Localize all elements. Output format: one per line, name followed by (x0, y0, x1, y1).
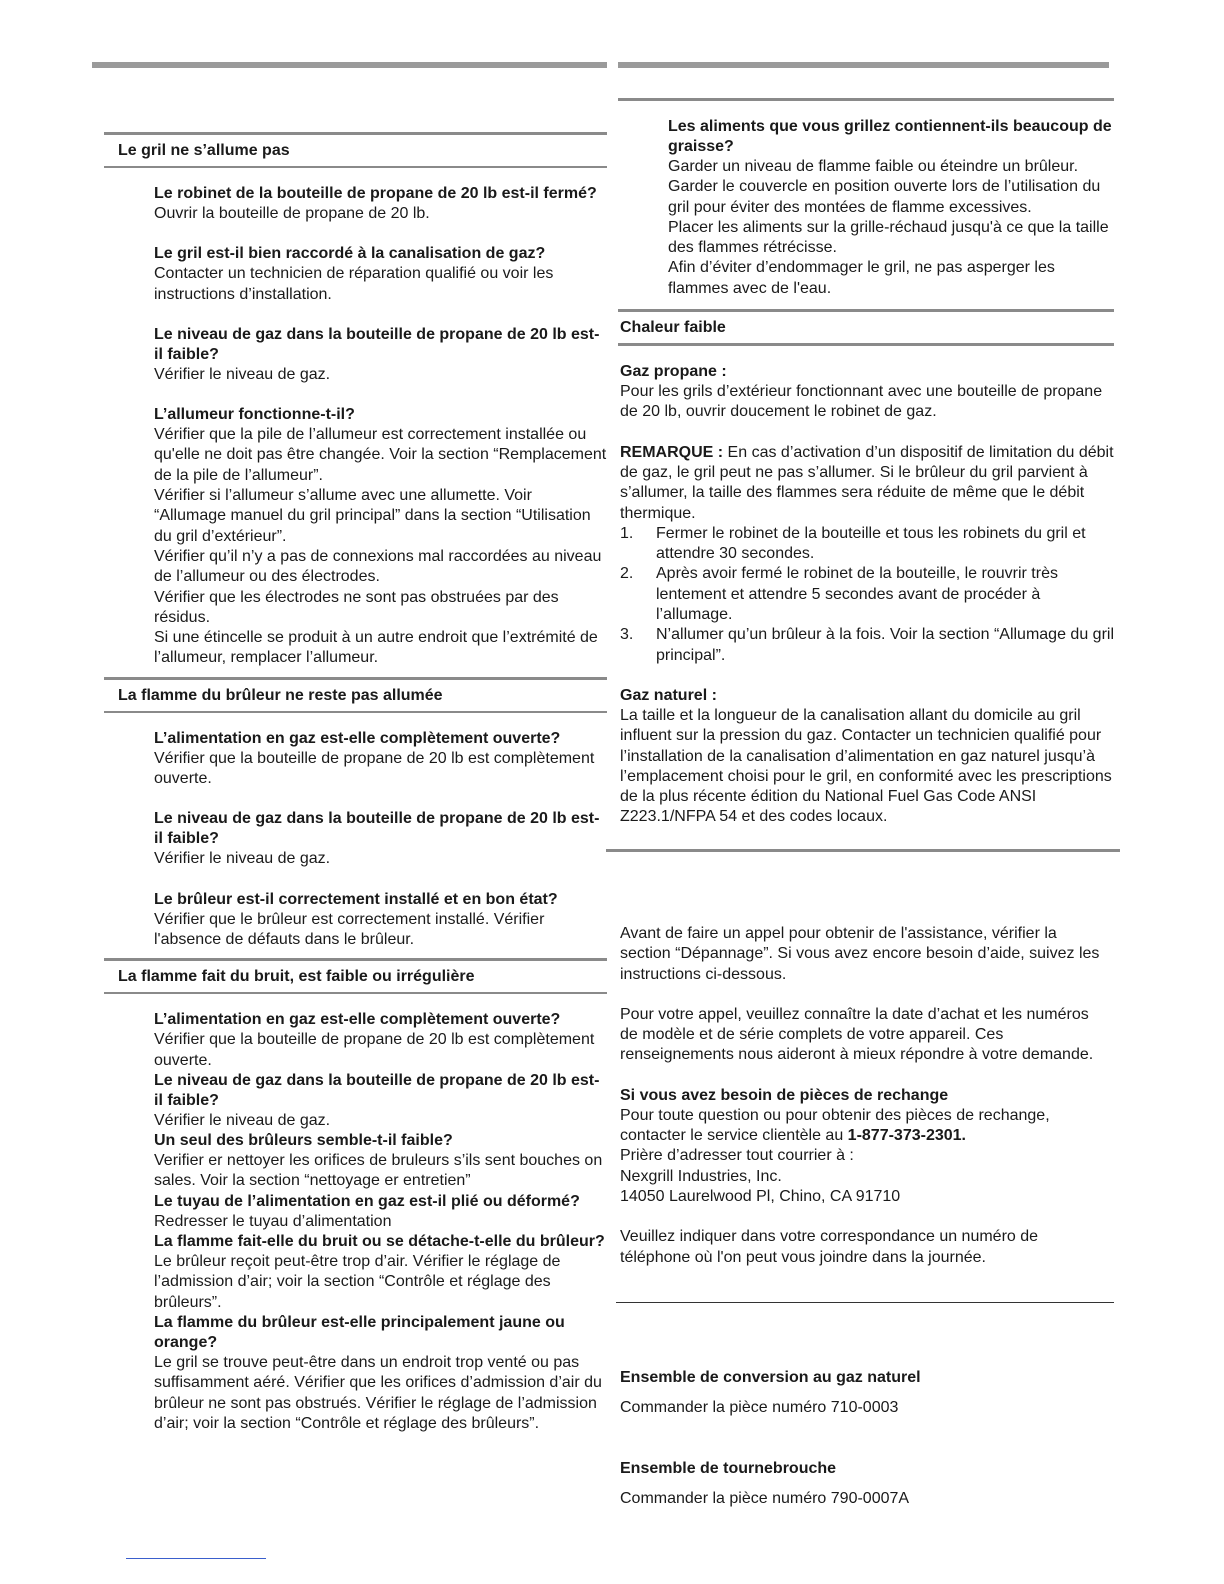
footer-link-line (126, 1558, 266, 1559)
note-text: En cas d’activation d’un dispositif de limitation du débit de gaz, le gril peut ne pas s’allumer. Si le brûleur du gril parvient à s’allumer, la taille des flammes sera réduite de même que le débit thermique. (620, 443, 1114, 522)
parts-text-body: Pour toute question ou pour obtenir des pièces de rechange, contacter le service clientèle au (620, 1106, 1050, 1145)
answer: Vérifier que la pile de l’allumeur est correctement installée ou qu'elle ne doit pas être changée. Voir la section “Remplacement de la pile de l’allumeur”. (154, 426, 607, 484)
note-label: REMARQUE : (620, 443, 724, 461)
low-heat-body (618, 346, 1114, 828)
answer: Verifier er nettoyer les orifices de bruleurs s’ils sent bouches on sales. Voir la section “nettoyage er entretien” (154, 1152, 603, 1190)
answer: Garder le couvercle en position ouverte lors de l’utilisation du gril pour éviter des montées de flamme excessives. (668, 178, 1101, 216)
step-number: 2. (620, 565, 634, 583)
section-body (104, 713, 607, 950)
question: La flamme du brûleur est-elle principalement jaune ou orange? (154, 1313, 565, 1351)
parts-text (620, 1106, 1110, 1147)
note (620, 443, 1114, 524)
top-bar-left (92, 62, 607, 68)
troubleshooting-left (104, 132, 607, 1434)
divider (606, 849, 1120, 852)
question: La flamme fait-elle du bruit ou se détache-t-elle du brûleur? (154, 1233, 605, 1251)
answer: Afin d’éviter d’endommager le gril, ne pas asperger les flammes avec de l'eau. (668, 259, 1055, 297)
question: Le tuyau de l’alimentation en gaz est-il plié ou déformé? (154, 1192, 580, 1210)
question: Les aliments que vous grillez contiennent-ils beaucoup de graisse? (668, 118, 1112, 155)
phone-number: 1-877-373-2301. (847, 1127, 966, 1145)
trouble-item (154, 1071, 607, 1131)
question: L’allumeur fonctionne-t-il? (154, 406, 355, 424)
answer: Vérifier que la bouteille de propane de 20 lb est complètement ouverte. (154, 1031, 595, 1069)
answer: Le gril se trouve peut-être dans un endroit trop venté ou pas suffisamment aéré. Vérifier que les orifices d’admission d’air du brûleur ne sont pas obstrués. Vérifier le réglage de l’admission d’air; voir la section “Contrôle et réglage des brûleurs”. (154, 1353, 602, 1432)
accessory-1 (620, 1368, 1110, 1418)
section-body (104, 994, 607, 1434)
answer: Vérifier le niveau de gaz. (154, 365, 331, 383)
assistance-p1: Avant de faire un appel pour obtenir de l'assistance, vérifier la section “Dépannage”. Si vous avez encore besoin d’aide, suivez les instructions ci-dessous. (620, 925, 1100, 983)
question: Le niveau de gaz dans la bouteille de propane de 20 lb est-il faible? (154, 1071, 600, 1109)
question: L’alimentation en gaz est-elle complètement ouverte? (154, 729, 561, 747)
step-item (620, 524, 1114, 565)
grease-item (618, 101, 1114, 299)
answer: Ouvrir la bouteille de propane de 20 lb. (154, 205, 430, 222)
step-item (620, 564, 1114, 625)
question: L’alimentation en gaz est-elle complètement ouverte? (154, 1011, 561, 1029)
question: Le niveau de gaz dans la bouteille de propane de 20 lb est-il faible? (154, 325, 600, 363)
trouble-item (154, 1192, 607, 1232)
step-number: 1. (620, 524, 634, 542)
natural-label: Gaz naturel : (620, 686, 717, 704)
assistance-block (620, 924, 1110, 1268)
address: 14050 Laurelwood Pl, Chino, CA 91710 (620, 1187, 901, 1205)
trouble-item (154, 405, 607, 669)
natural-text: La taille et la longueur de la canalisation allant du domicile au gril influent sur la pression du gaz. Contacter un technicien qualifié pour l’installation de la canalisation d’alimentation en gaz naturel jusqu’à l’emplacement choisi pour le gril, en conformité avec les prescriptions de la plus récente édition du National Fuel Gas Code ANSI Z223.1/NFPA 54 et des codes locaux. (620, 706, 1112, 826)
trouble-item (154, 244, 607, 305)
section-title: Le gril ne s’allume pas (118, 142, 290, 159)
accessory-text: Commander la pièce numéro 790-0007A (620, 1490, 910, 1507)
steps-list (620, 524, 1114, 666)
answer: Vérifier le niveau de gaz. (154, 1111, 331, 1129)
mail-intro: Prière d’adresser tout courrier à : (620, 1147, 854, 1165)
step-text: N’allumer qu’un brûleur à la fois. Voir la section “Allumage du gril principal”. (656, 626, 1114, 664)
question: Le robinet de la bouteille de propane de 20 lb est-il fermé? (154, 185, 597, 202)
trouble-item (154, 890, 607, 951)
propane-label: Gaz propane : (620, 363, 727, 381)
answer: Contacter un technicien de réparation qualifié ou voir les instructions d’installation. (154, 265, 554, 303)
section-body (104, 168, 607, 669)
step-number: 3. (620, 626, 634, 644)
section-title: La flamme du brûleur ne reste pas allumée (118, 686, 443, 704)
assistance-p2: Pour votre appel, veuillez connaître la date d’achat et les numéros de modèle et de série complets de votre appareil. Ces renseignements nous aideront à mieux répondre à votre demande. (620, 1005, 1094, 1064)
answer: Vérifier que les électrodes ne sont pas obstruées par des résidus. (154, 588, 559, 626)
answer: Vérifier si l’allumeur s’allume avec une allumette. Voir “Allumage manuel du gril principal” dans la section “Utilisation du gril d’extérieur”. (154, 487, 591, 545)
trouble-item (154, 1232, 607, 1313)
accessory-title: Ensemble de conversion au gaz naturel (620, 1369, 921, 1386)
question: Le gril est-il bien raccordé à la canalisation de gaz? (154, 245, 546, 263)
answer: Vérifier le niveau de gaz. (154, 850, 331, 868)
trouble-item (154, 325, 607, 385)
question: Le brûleur est-il correctement installé et en bon état? (154, 890, 558, 908)
top-bar-right (618, 62, 1109, 68)
parts-title: Si vous avez besoin de pièces de rechange (620, 1086, 949, 1104)
answer: Le brûleur reçoit peut-être trop d’air. Vérifier le réglage de l’admission d’air; voir la section “Contrôle et réglage des brûleurs”. (154, 1253, 561, 1311)
question: Le niveau de gaz dans la bouteille de propane de 20 lb est-il faible? (154, 810, 600, 848)
company-name: Nexgrill Industries, Inc. (620, 1167, 782, 1185)
answer: Placer les aliments sur la grille-réchaud jusqu'à ce que la taille des flammes rétrécisse. (668, 218, 1109, 257)
answer: Vérifier que la bouteille de propane de 20 lb est complètement ouverte. (154, 749, 595, 788)
section-title: Chaleur faible (620, 319, 726, 337)
trouble-item (154, 809, 607, 869)
trouble-item (154, 1313, 607, 1434)
trouble-item (154, 1131, 607, 1192)
answer: Si une étincelle se produit à un autre endroit que l’extrémité de l’allumeur, remplacer l’allumeur. (154, 629, 598, 667)
section-title: La flamme fait du bruit, est faible ou irrégulière (118, 968, 475, 986)
accessory-title: Ensemble de tournebrouche (620, 1460, 837, 1477)
step-item (620, 625, 1114, 666)
propane-text: Pour les grils d’extérieur fonctionnant avec une bouteille de propane de 20 lb, ouvrir doucement le robinet de gaz. (620, 383, 1103, 421)
assistance-p3: Veuillez indiquer dans votre correspondance un numéro de téléphone où l'on peut vous joindre dans la journée. (620, 1228, 1039, 1266)
divider (616, 1302, 1114, 1303)
answer: Garder un niveau de flamme faible ou éteindre un brûleur. (668, 158, 1079, 175)
accessory-text: Commander la pièce numéro 710-0003 (620, 1399, 899, 1416)
step-text: Fermer le robinet de la bouteille et tous les robinets du gril et attendre 30 secondes. (656, 524, 1086, 563)
answer: Vérifier qu’il n’y a pas de connexions mal raccordées au niveau de l’allumeur ou des électrodes. (154, 547, 602, 586)
answer: Redresser le tuyau d’alimentation (154, 1212, 392, 1230)
trouble-item (154, 1010, 607, 1071)
answer: Vérifier que le brûleur est correctement installé. Vérifier l'absence de défauts dans le brûleur. (154, 910, 545, 948)
step-text: Après avoir fermé le robinet de la bouteille, le rouvrir très lentement et attendre 5 secondes avant de procéder à l’allumage. (656, 565, 1058, 624)
trouble-item (154, 729, 607, 790)
accessory-2 (620, 1459, 1110, 1509)
question: Un seul des brûleurs semble-t-il faible? (154, 1132, 453, 1150)
trouble-item (154, 184, 607, 224)
